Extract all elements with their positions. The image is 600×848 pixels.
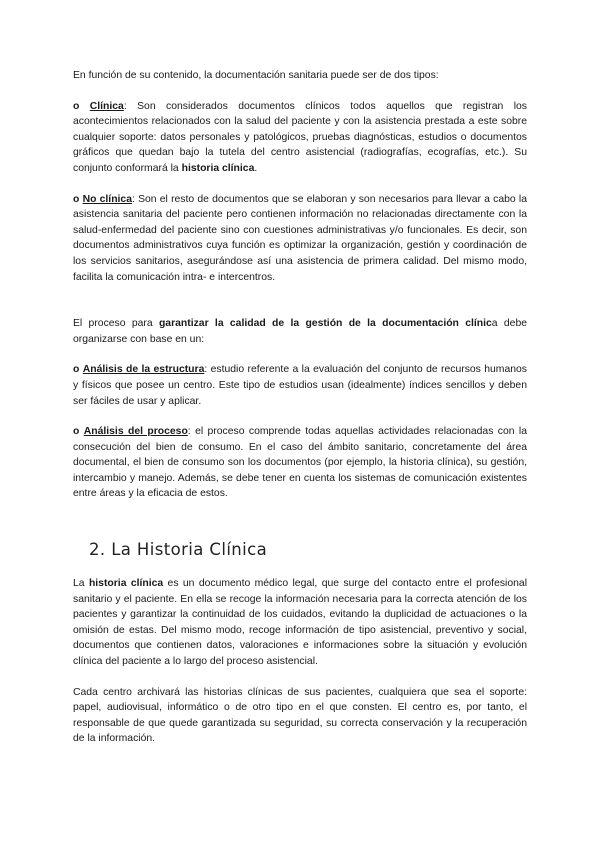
clinica-text-a: : Son considerados documentos clínicos todos aquellos que registran los acontecimientos relacionados con la salud del paciente y con la asistencia prestada a este sobre cualquier soporte: datos personales y patológicos, pruebas diagnósticas, estudios o documentos gráficos que quedan bajo la tutela del centro asistencial (radiografías, ecografías, etc.). Su conjunto conformará la <box>73 100 527 174</box>
no-clinica-text: : Son el resto de documentos que se elaboran y son necesarios para llevar a cabo la asistencia sanitaria del paciente pero contienen información no relacionadas directamente con la salud-enfermedad del paciente sino con cuestiones administrativas y/o funcionales. Es decir, son documentos administrativos cuya función es optimizar la organización, gestión y coordinación de los servicios sanitarios, asegurándose así una asistencia de primera calidad. Del mismo modo, facilita la comunicación intra- e intercentros. <box>73 193 527 283</box>
analisis-proceso-paragraph <box>73 424 527 502</box>
historia-p1-text-a: La <box>73 578 89 590</box>
document-page <box>73 68 527 747</box>
historia-paragraph-1 <box>73 576 527 670</box>
historia-paragraph-2: Cada centro archivará las historias clínicas de sus pacientes, cualquiera que sea el soporte: papel, audiovisual, informático o de otro tipo en el que consten. El centro es, por tanto, el responsable de que quede garantizada su seguridad, su correcta conservación y la recuperación de la información. <box>73 686 527 745</box>
proceso-intro-bold: garantizar la calidad de la gestión de la documentación clínic <box>158 318 492 330</box>
bullet: o <box>73 364 80 376</box>
no-clinica-term: No clínica <box>82 193 132 205</box>
intro-paragraph: En función de su contenido, la documentación sanitaria puede ser de dos tipos: <box>73 70 439 81</box>
clinica-text-b: . <box>254 162 258 174</box>
bullet: o <box>73 100 80 112</box>
analisis-proceso-term: Análisis del proceso <box>83 426 188 438</box>
clinica-term: Clínica <box>89 100 124 112</box>
proceso-intro-paragraph <box>73 316 527 347</box>
proceso-intro-text-b: a debe organizarse con base en un: <box>73 318 528 345</box>
clinica-text-bold: historia clínica <box>181 162 255 174</box>
estructura-text: : estudio referente a la evaluación del conjunto de recursos humanos y físicos que posee un centro. Este tipo de estudios usan (idealmente) índices sencillos y deben ser fáciles de usar y aplicar. <box>73 364 527 407</box>
historia-p1-bold: historia clínica <box>88 578 164 590</box>
proceso-intro-text-a: El proceso para <box>73 318 159 330</box>
bullet: o <box>73 193 80 205</box>
section-heading: 2. La Historia Clínica <box>89 540 268 560</box>
no-clinica-paragraph <box>73 192 527 286</box>
estructura-paragraph <box>73 362 527 409</box>
historia-p1-text-b: es un documento médico legal, que surge del contacto entre el profesional sanitario y el paciente. En ella se recoge la información necesaria para la correcta atención de los pacientes y garantizar la continuidad de los cuidados, evitando la duplicidad de actuaciones o la omisión de estas. Del mismo modo, recoge información de tipo asistencial, preventivo y social, documentos que contienen datos, valoraciones e informaciones sobre la situación y evolución clínica del paciente a lo largo del proceso asistencial. <box>73 578 527 668</box>
analisis-proceso-text: : el proceso comprende todas aquellas actividades relacionadas con la consecución del bien de consumo. En el caso del ámbito sanitario, concretamente del área documental, el bien de consumo son los documentos (por ejemplo, la historia clínica), su gestión, intercambio y manejo. Además, se debe tener en cuenta los sistemas de comunicación existentes entre áreas y la eficacia de estos. <box>73 426 527 500</box>
bullet: o <box>73 426 80 438</box>
estructura-term: Análisis de la estructura <box>82 364 205 376</box>
clinica-paragraph <box>73 99 527 177</box>
